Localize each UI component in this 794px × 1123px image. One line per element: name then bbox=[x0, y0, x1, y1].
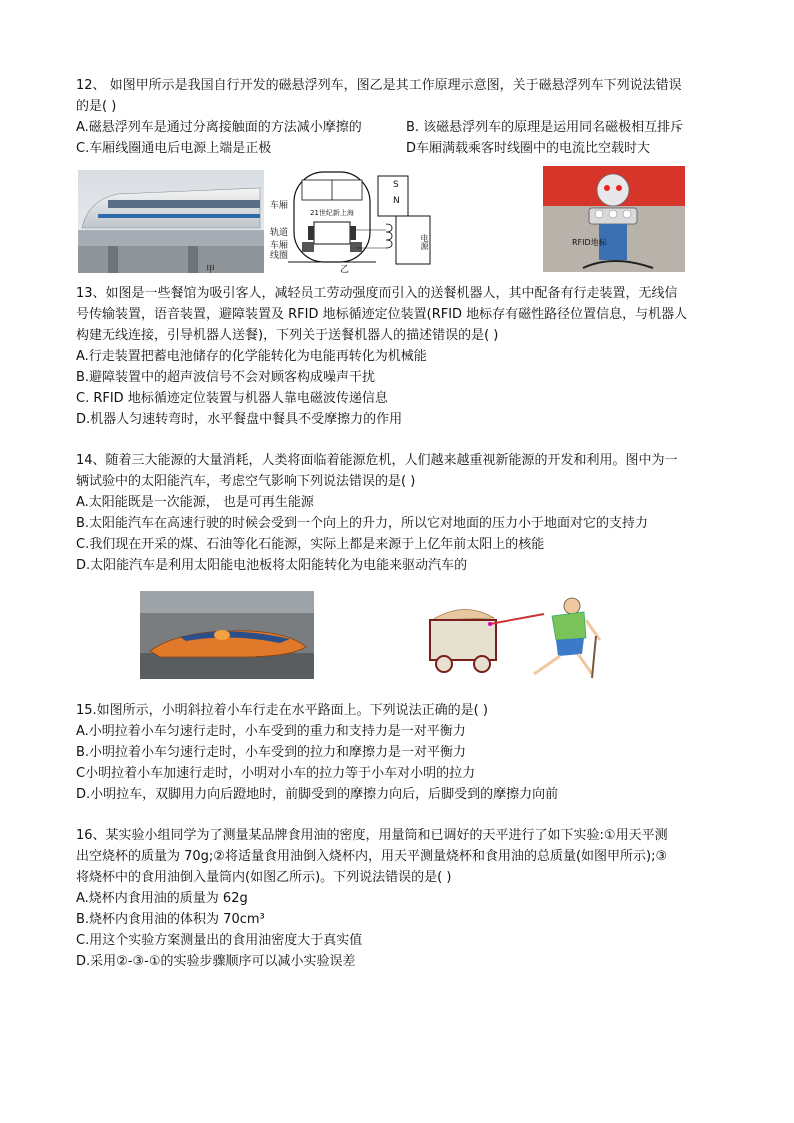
q13-option-d[interactable]: D.机器人匀速转弯时，水平餐盘中餐具不受摩擦力的作用 bbox=[76, 412, 403, 427]
label-pole-n: N bbox=[393, 196, 400, 206]
label-xianquan-2: 线圈 bbox=[270, 251, 289, 261]
q14-option-a[interactable]: A.太阳能既是一次能源， 也是可再生能源 bbox=[76, 495, 314, 510]
q15-option-b[interactable]: B.小明拉着小车匀速行走时，小车受到的拉力和摩擦力是一对平衡力 bbox=[76, 745, 467, 760]
delivery-robot-photo bbox=[543, 166, 685, 272]
q12-option-a[interactable]: A.磁悬浮列车是通过分离接触面的方法减小摩擦的 bbox=[76, 120, 362, 135]
label-train-text: 21世纪新上海 bbox=[310, 209, 354, 217]
q15-option-a[interactable]: A.小明拉着小车匀速行走时，小车受到的重力和支持力是一对平衡力 bbox=[76, 724, 466, 739]
q12-stem-line1: 12、 如图甲所示是我国自行开发的磁悬浮列车，图乙是其工作原理示意图，关于磁悬浮列车下列说法错误 bbox=[76, 78, 682, 93]
q13-stem-line1: 13、如图是一些餐馆为吸引客人，减轻员工劳动强度而引入的送餐机器人，其中配备有行走装置，无线信 bbox=[76, 286, 678, 301]
q12-stem-line2: 的是( ) bbox=[76, 99, 117, 114]
q15-option-c[interactable]: C小明拉着小车加速行走时，小明对小车的拉力等于小车对小明的拉力 bbox=[76, 766, 476, 781]
q15-stem-line1: 15.如图所示，小明斜拉着小车行走在水平路面上。下列说法正确的是( ) bbox=[76, 703, 488, 718]
q16-option-c[interactable]: C.用这个实验方案测量出的食用油密度大于真实值 bbox=[76, 933, 363, 948]
q13-option-c[interactable]: C. RFID 地标循迹定位装置与机器人靠电磁波传递信息 bbox=[76, 391, 388, 406]
q12-option-d[interactable]: D车厢满载乘客时线圈中的电流比空载时大 bbox=[406, 141, 651, 156]
label-xianquan-1: 车厢 bbox=[270, 241, 289, 251]
q14-option-c[interactable]: C.我们现在开采的煤、石油等化石能源，实际上都是来源于上亿年前太阳上的核能 bbox=[76, 537, 545, 552]
q16-stem-line1: 16、某实验小组同学为了测量某品牌食用油的密度，用量筒和已调好的天平进行了如下实验:①用天平测 bbox=[76, 828, 668, 843]
label-rfid: RFID地标 bbox=[572, 238, 607, 247]
maglev-principle-diagram bbox=[268, 170, 436, 273]
q16-option-b[interactable]: B.烧杯内食用油的体积为 70cm³ bbox=[76, 912, 265, 927]
q13-option-a[interactable]: A.行走装置把蓄电池储存的化学能转化为电能再转化为机械能 bbox=[76, 349, 427, 364]
label-guidao: 轨道 bbox=[270, 228, 289, 238]
question-15 bbox=[76, 700, 716, 805]
question-13 bbox=[76, 283, 716, 430]
q12-option-b[interactable]: B. 该磁悬浮列车的原理是运用同名磁极相互排斥 bbox=[406, 120, 684, 135]
q14-option-d[interactable]: D.太阳能汽车是利用太阳能电池板将太阳能转化为电能来驱动汽车的 bbox=[76, 558, 468, 573]
q12-options-cd bbox=[76, 138, 716, 159]
q14-stem-line2: 辆试验中的太阳能汽车，考虑空气影响下列说法错误的是( ) bbox=[76, 474, 416, 489]
q14-option-b[interactable]: B.太阳能汽车在高速行驶的时候会受到一个向上的升力，所以它对地面的压力小于地面对它的支持力 bbox=[76, 516, 649, 531]
question-12 bbox=[76, 75, 716, 159]
label-pole-s: S bbox=[393, 180, 399, 190]
maglev-train-photo bbox=[78, 170, 264, 273]
figure-label-yi: 乙 bbox=[340, 265, 350, 275]
q13-stem-line2: 号传输装置，语音装置，避障装置及 RFID 地标循迹定位装置(RFID 地标存有磁性路径位置信息，与机器人 bbox=[76, 307, 688, 322]
label-power-source: 电源 bbox=[420, 234, 429, 250]
q16-stem-line3: 将烧杯中的食用油倒入量筒内(如图乙所示)。下列说法错误的是( ) bbox=[76, 870, 452, 885]
question-14 bbox=[76, 450, 716, 576]
q13-option-b[interactable]: B.避障装置中的超声波信号不会对顾客构成噪声干扰 bbox=[76, 370, 376, 385]
q12-options-ab bbox=[76, 117, 716, 138]
q16-option-d[interactable]: D.采用②-③-①的实验步骤顺序可以减小实验误差 bbox=[76, 954, 356, 969]
boy-pulling-cart-illustration bbox=[424, 590, 616, 682]
question-16 bbox=[76, 825, 716, 972]
q15-option-d[interactable]: D.小明拉车，双脚用力向后蹬地时，前脚受到的摩擦力向后，后脚受到的摩擦力向前 bbox=[76, 787, 559, 802]
q14-stem-line1: 14、随着三大能源的大量消耗，人类将面临着能源危机，人们越来越重视新能源的开发和利用。图中为一 bbox=[76, 453, 678, 468]
q13-stem-line3: 构建无线连接，引导机器人送餐)，下列关于送餐机器人的描述错误的是( ) bbox=[76, 328, 499, 343]
q16-option-a[interactable]: A.烧杯内食用油的质量为 62g bbox=[76, 891, 248, 906]
solar-car-photo bbox=[140, 591, 314, 679]
q12-option-c[interactable]: C.车厢线圈通电后电源上端是正极 bbox=[76, 141, 272, 156]
label-chexiang: 车厢 bbox=[270, 201, 289, 211]
figure-label-jia: 甲 bbox=[206, 265, 216, 275]
q16-stem-line2: 出空烧杯的质量为 70g;②将适量食用油倒入烧杯内，用天平测量烧杯和食用油的总质量(如图甲所示);③ bbox=[76, 849, 668, 864]
